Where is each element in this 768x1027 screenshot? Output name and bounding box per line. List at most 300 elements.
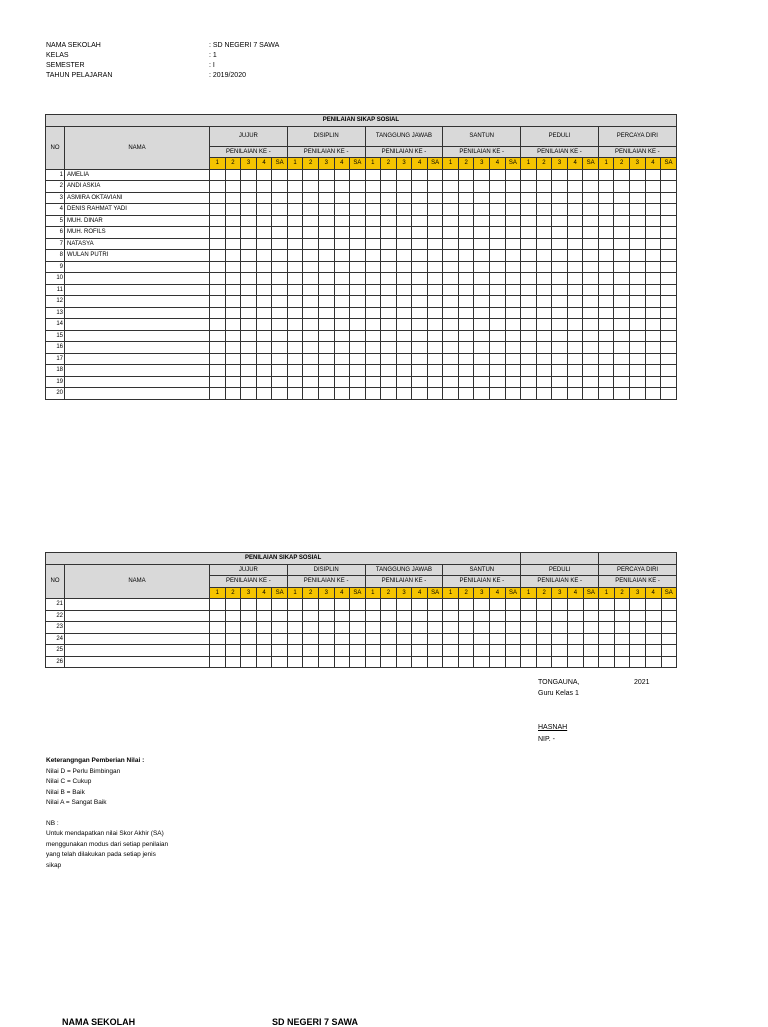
score-cell [256,169,272,181]
score-cell [614,215,630,227]
score-cell [256,192,272,204]
score-cell [225,365,241,377]
score-cell [458,610,474,622]
assessment-number: SA [272,587,287,599]
score-cell [241,388,257,400]
score-cell [318,330,334,342]
score-cell [287,342,303,354]
score-cell [536,296,552,308]
penilaian-ke-label: PENILAIAN KE - [365,576,443,588]
score-cell [303,633,319,645]
score-cell [490,296,506,308]
score-cell [505,238,520,250]
score-cell [599,633,615,645]
score-cell [630,599,646,611]
score-cell [583,610,598,622]
score-cell [552,169,568,181]
score-cell [225,330,241,342]
score-cell [303,250,319,262]
score-cell [458,204,474,216]
score-cell [350,388,365,400]
score-cell [350,599,365,611]
score-cell [614,238,630,250]
row-number: 13 [46,307,65,319]
score-cell [443,307,459,319]
score-cell [365,388,381,400]
student-name [65,599,210,611]
score-cell [567,284,583,296]
score-cell [241,238,257,250]
school-info-row [46,61,279,71]
score-cell [661,261,677,273]
score-cell [256,238,272,250]
score-cell [521,169,537,181]
score-cell [521,622,537,634]
score-cell [474,238,490,250]
score-cell [521,238,537,250]
score-cell [272,319,287,331]
score-cell [287,169,303,181]
student-name [65,353,210,365]
score-cell [583,365,598,377]
score-cell [630,192,646,204]
score-cell [536,215,552,227]
score-cell [661,181,677,193]
score-cell [334,599,350,611]
score-cell [490,284,506,296]
score-cell [412,319,428,331]
score-cell [645,215,661,227]
score-cell [365,656,381,668]
score-cell [583,656,598,668]
score-cell [241,622,257,634]
row-number: 1 [46,169,65,181]
score-cell [225,192,241,204]
score-cell [536,342,552,354]
score-cell [567,307,583,319]
score-cell [567,261,583,273]
assessment-number: 2 [303,158,319,170]
score-cell [552,284,568,296]
student-name [65,645,210,657]
score-cell [567,376,583,388]
score-cell [256,599,272,611]
score-cell [458,376,474,388]
score-cell [272,261,287,273]
score-cell [490,181,506,193]
score-cell [490,169,506,181]
score-cell [210,227,226,239]
score-cell [583,250,598,262]
score-cell [334,284,350,296]
score-cell [412,250,428,262]
score-cell [458,169,474,181]
score-cell [256,342,272,354]
assessment-number: 4 [256,587,272,599]
score-cell [210,204,226,216]
score-cell [256,250,272,262]
score-cell [443,250,459,262]
score-cell [381,192,397,204]
score-cell [303,319,319,331]
score-cell [536,376,552,388]
score-cell [256,204,272,216]
score-cell [287,273,303,285]
score-cell [568,656,584,668]
score-cell [241,330,257,342]
score-cell [630,284,646,296]
score-cell [210,342,226,354]
score-cell [334,645,350,657]
score-cell [210,319,226,331]
student-name: DENIS RAHMAT YADI [65,204,210,216]
title-blank [521,553,599,565]
score-cell [630,238,646,250]
score-cell [412,284,428,296]
table-title: PENILAIAN SIKAP SOSIAL [46,553,521,565]
score-cell [490,645,506,657]
score-cell [365,633,381,645]
score-cell [661,365,677,377]
score-cell [567,192,583,204]
score-cell [350,261,365,273]
score-cell [490,261,506,273]
score-cell [256,296,272,308]
assessment-number: 3 [241,587,257,599]
score-cell [225,633,241,645]
score-cell [474,365,490,377]
score-cell [427,307,442,319]
aspect-header: JUJUR [210,564,288,576]
score-cell [490,204,506,216]
assessment-number: 4 [412,158,428,170]
score-cell [210,599,226,611]
score-cell [599,610,615,622]
score-cell [661,169,677,181]
score-cell [365,238,381,250]
score-cell [630,319,646,331]
score-cell [396,342,412,354]
col-no: NO [46,126,65,169]
score-cell [552,376,568,388]
score-cell [474,181,490,193]
score-cell [241,261,257,273]
score-cell [210,388,226,400]
score-cell [365,204,381,216]
score-cell [443,169,459,181]
table-row [46,215,677,227]
score-cell [599,599,615,611]
score-cell [396,645,412,657]
score-cell [583,238,598,250]
info-label: SEMESTER [46,62,85,69]
score-cell [614,261,630,273]
score-cell [630,204,646,216]
score-cell [490,353,506,365]
score-cell [381,610,397,622]
score-cell [303,204,319,216]
score-cell [645,319,661,331]
score-cell [645,342,661,354]
score-cell [614,633,630,645]
table-row [46,599,677,611]
aspect-header: DISIPLIN [287,126,365,146]
score-cell [583,319,598,331]
score-cell [645,192,661,204]
school-info-row [46,71,279,81]
student-name [65,319,210,331]
table-row [46,296,677,308]
score-cell [474,330,490,342]
score-cell [661,307,677,319]
score-cell [241,296,257,308]
score-cell [272,169,287,181]
score-cell [396,599,412,611]
student-name [65,307,210,319]
score-cell [272,250,287,262]
score-cell [458,273,474,285]
table-row [46,645,677,657]
score-cell [521,633,537,645]
score-cell [474,273,490,285]
score-cell [318,169,334,181]
score-cell [598,261,614,273]
score-cell [536,330,552,342]
score-cell [552,181,568,193]
score-cell [350,238,365,250]
score-cell [412,204,428,216]
score-cell [334,388,350,400]
score-cell [427,622,442,634]
score-cell [552,296,568,308]
score-cell [614,307,630,319]
info-label: TAHUN PELAJARAN [46,72,113,79]
score-cell [210,181,226,193]
col-nama: NAMA [65,564,210,599]
assessment-number: 2 [536,587,552,599]
student-name [65,633,210,645]
score-cell [505,273,520,285]
score-cell [521,319,537,331]
assessment-number: 4 [412,587,428,599]
score-cell [505,656,521,668]
score-cell [567,181,583,193]
score-cell [334,192,350,204]
score-cell [287,227,303,239]
score-cell [490,227,506,239]
score-cell [536,319,552,331]
penilaian-ke-label: PENILAIAN KE - [443,146,521,158]
table-row [46,319,677,331]
score-cell [225,656,241,668]
score-cell [598,227,614,239]
score-cell [225,227,241,239]
table-row [46,250,677,262]
assessment-number: 3 [552,158,568,170]
score-cell [583,622,598,634]
score-cell [583,181,598,193]
score-cell [318,181,334,193]
score-cell [272,645,287,657]
aspect-row [46,564,677,576]
aspect-row [46,126,677,146]
score-cell [287,204,303,216]
score-cell [567,250,583,262]
score-cell [661,273,677,285]
score-cell [334,610,350,622]
score-cell [443,622,459,634]
score-cell [396,656,412,668]
assessment-number: 3 [630,587,646,599]
score-cell [303,376,319,388]
score-cell [381,388,397,400]
score-cell [334,204,350,216]
score-cell [536,227,552,239]
score-cell [490,342,506,354]
score-cell [381,169,397,181]
score-cell [614,599,630,611]
table-row [46,388,677,400]
score-cell [396,273,412,285]
info-label: KELAS [46,52,69,59]
score-cell [505,296,520,308]
score-cell [552,238,568,250]
score-cell [210,192,226,204]
school-info-row [46,41,279,51]
assessment-number: 3 [474,158,490,170]
score-cell [365,622,381,634]
score-cell [583,261,598,273]
score-cell [225,273,241,285]
score-cell [334,169,350,181]
score-cell [210,273,226,285]
assessment-number: SA [583,158,598,170]
score-cell [490,610,506,622]
score-cell [521,342,537,354]
table-row [46,204,677,216]
assessment-number: SA [350,587,365,599]
score-cell [381,215,397,227]
score-cell [645,227,661,239]
score-cell [630,622,646,634]
score-cell [458,365,474,377]
score-cell [412,330,428,342]
table-row [46,330,677,342]
score-cell [583,215,598,227]
signature-role: Guru Kelas 1 [538,690,579,697]
score-cell [583,645,598,657]
row-number: 10 [46,273,65,285]
score-cell [256,284,272,296]
score-cell [334,307,350,319]
score-cell [443,645,459,657]
student-name [65,296,210,308]
assessment-number: 1 [598,158,614,170]
score-cell [443,388,459,400]
row-number: 3 [46,192,65,204]
score-cell [521,307,537,319]
score-cell [381,296,397,308]
assessment-number: SA [661,158,677,170]
score-cell [256,633,272,645]
score-cell [318,353,334,365]
score-cell [614,622,630,634]
score-cell [365,319,381,331]
score-cell [630,215,646,227]
score-cell [505,610,521,622]
score-cell [396,227,412,239]
row-number: 8 [46,250,65,262]
score-cell [241,365,257,377]
score-cell [614,388,630,400]
score-cell [256,273,272,285]
title-row [46,553,677,565]
title-row [46,115,677,127]
score-cell [490,330,506,342]
score-cell [552,261,568,273]
score-cell [210,622,226,634]
score-cell [381,599,397,611]
score-cell [598,353,614,365]
score-cell [210,238,226,250]
score-cell [490,599,506,611]
score-cell [552,599,568,611]
score-cell [583,227,598,239]
table-row [46,353,677,365]
row-number: 24 [46,633,65,645]
score-cell [287,633,303,645]
score-cell [256,622,272,634]
score-cell [350,330,365,342]
score-cell [614,250,630,262]
penilaian-ke-label: PENILAIAN KE - [287,146,365,158]
score-cell [272,610,287,622]
row-number: 18 [46,365,65,377]
score-cell [552,215,568,227]
score-cell [458,192,474,204]
aspect-header: JUJUR [210,126,288,146]
score-cell [225,296,241,308]
assessment-number: SA [272,158,287,170]
notes-line: Nilai D = Perlu Bimbingan [46,767,121,775]
score-cell [412,238,428,250]
score-cell [396,250,412,262]
score-cell [427,645,442,657]
score-cell [536,645,552,657]
aspect-header: TANGGUNG JAWAB [365,564,443,576]
next-page-school-value: SD NEGERI 7 SAWA [272,1017,359,1027]
score-cell [287,656,303,668]
score-cell [505,215,520,227]
score-cell [505,622,521,634]
row-number: 15 [46,330,65,342]
score-cell [225,645,241,657]
score-cell [521,250,537,262]
score-cell [458,296,474,308]
score-cell [630,353,646,365]
score-cell [598,388,614,400]
score-cell [614,330,630,342]
score-cell [552,365,568,377]
score-cell [381,307,397,319]
score-cell [645,250,661,262]
score-cell [645,622,661,634]
score-cell [661,376,677,388]
score-cell [521,284,537,296]
score-cell [272,307,287,319]
score-cell [365,645,381,657]
score-cell [567,296,583,308]
